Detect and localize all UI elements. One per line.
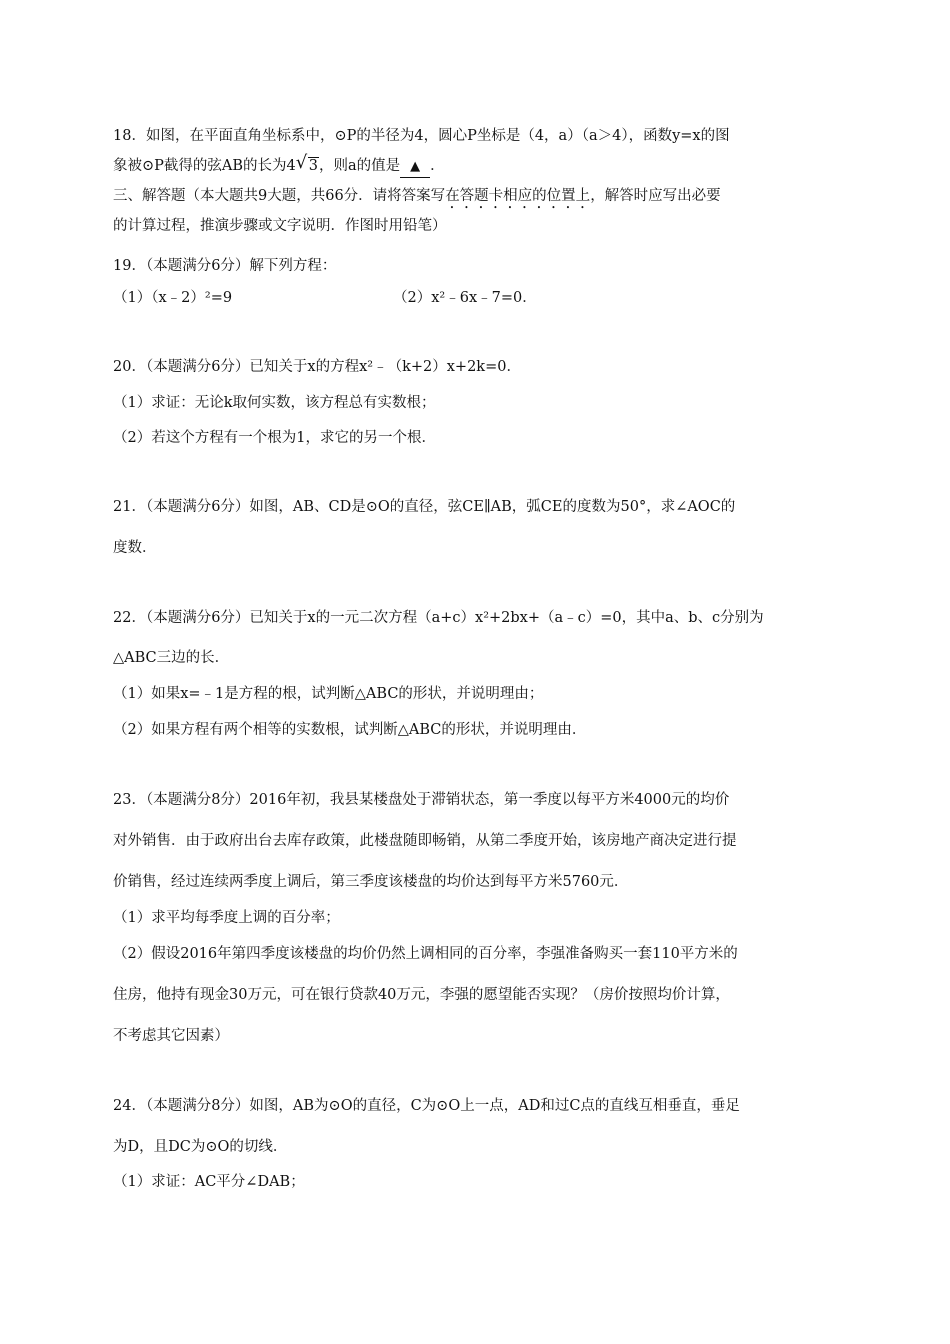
q20-title: 20．（本题满分6分）已知关于x的方程x²﹣（k+2）x+2k=0．: [113, 359, 521, 375]
q18-line2: [113, 152, 840, 178]
section3-emphasis: 在答题卡相应的位置上: [445, 188, 591, 204]
section3-line1: [113, 186, 840, 212]
sqrt-expression: [295, 152, 319, 176]
q20-part1: （1）求证：无论k取何实数，该方程总有实数根；: [113, 395, 436, 411]
q18-line1: 18．如图，在平面直角坐标系中，⊙P的半径为4，圆心P坐标是（4，a）（a＞4），函数y=x的图: [113, 128, 730, 144]
q19-part2: （2）x²﹣6x﹣7=0．: [393, 290, 537, 306]
q22-part2: （2）如果方程有两个相等的实数根，试判断△ABC的形状，并说明理由．: [113, 722, 587, 738]
sqrt-radicand: 3: [308, 158, 318, 174]
q19-title: 19．（本题满分6分）解下列方程：: [113, 258, 337, 274]
radical-sign-icon: √: [295, 152, 308, 173]
q19-part1: （1）（x﹣2）²=9: [113, 290, 233, 306]
q23-line3: 价销售，经过连续两季度上调后，第三季度该楼盘的均价达到每平方米5760元．: [113, 874, 629, 890]
q24-line1: 24．（本题满分8分）如图，AB为⊙O的直径，C为⊙O上一点，AD和过C点的直线互相垂直，垂足: [113, 1098, 740, 1114]
section3-text-b: ，解答时应写出必要: [590, 188, 721, 204]
q23-line1: 23．（本题满分8分）2016年初，我县某楼盘处于滞销状态，第一季度以每平方米4000元的均价: [113, 792, 730, 808]
q18-line2-text-b: ，则a的值是: [319, 158, 401, 174]
q24-line2: 为D，且DC为⊙O的切线．: [113, 1139, 288, 1155]
q22-part1: （1）如果x=﹣1是方程的根，试判断△ABC的形状，并说明理由；: [113, 686, 544, 702]
q21-line1: 21．（本题满分6分）如图，AB、CD是⊙O的直径，弦CE∥AB，弧CE的度数为50°，求∠AOC的: [113, 499, 736, 515]
q22-line1: 22．（本题满分6分）已知关于x的一元二次方程（a+c）x²+2bx+（a﹣c）=0，其中a、b、c分别为: [113, 610, 764, 626]
q18-line2-text-c: ．: [430, 158, 445, 174]
q23-part2-line2: 住房，他持有现金30万元，可在银行贷款40万元，李强的愿望能否实现？（房价按照均价计算，: [113, 987, 730, 1003]
q23-part2-line3: 不考虑其它因素）: [113, 1028, 229, 1044]
section3-line2: 的计算过程，推演步骤或文字说明．作图时用铅笔）: [113, 218, 447, 234]
q20-part2: （2）若这个方程有一个根为1，求它的另一个根．: [113, 430, 436, 446]
q22-line2: △ABC三边的长．: [113, 650, 230, 666]
q21-line2: 度数．: [113, 540, 157, 556]
section3-text-a: 三、解答题（本大题共9大题，共66分．请将答案写: [113, 188, 446, 204]
answer-blank: ▲: [400, 157, 430, 178]
q23-line2: 对外销售．由于政府出台去库存政策，此楼盘随即畅销，从第二季度开始，该房地产商决定进行提: [113, 833, 737, 849]
q23-part2-line1: （2）假设2016年第四季度该楼盘的均价仍然上调相同的百分率，李强准备购买一套110平方米的: [113, 946, 738, 962]
q23-part1: （1）求平均每季度上调的百分率；: [113, 910, 340, 926]
q18-line2-text-a: 象被⊙P截得的弦AB的长为4: [113, 158, 296, 174]
q24-part1: （1）求证：AC平分∠DAB；: [113, 1174, 305, 1190]
